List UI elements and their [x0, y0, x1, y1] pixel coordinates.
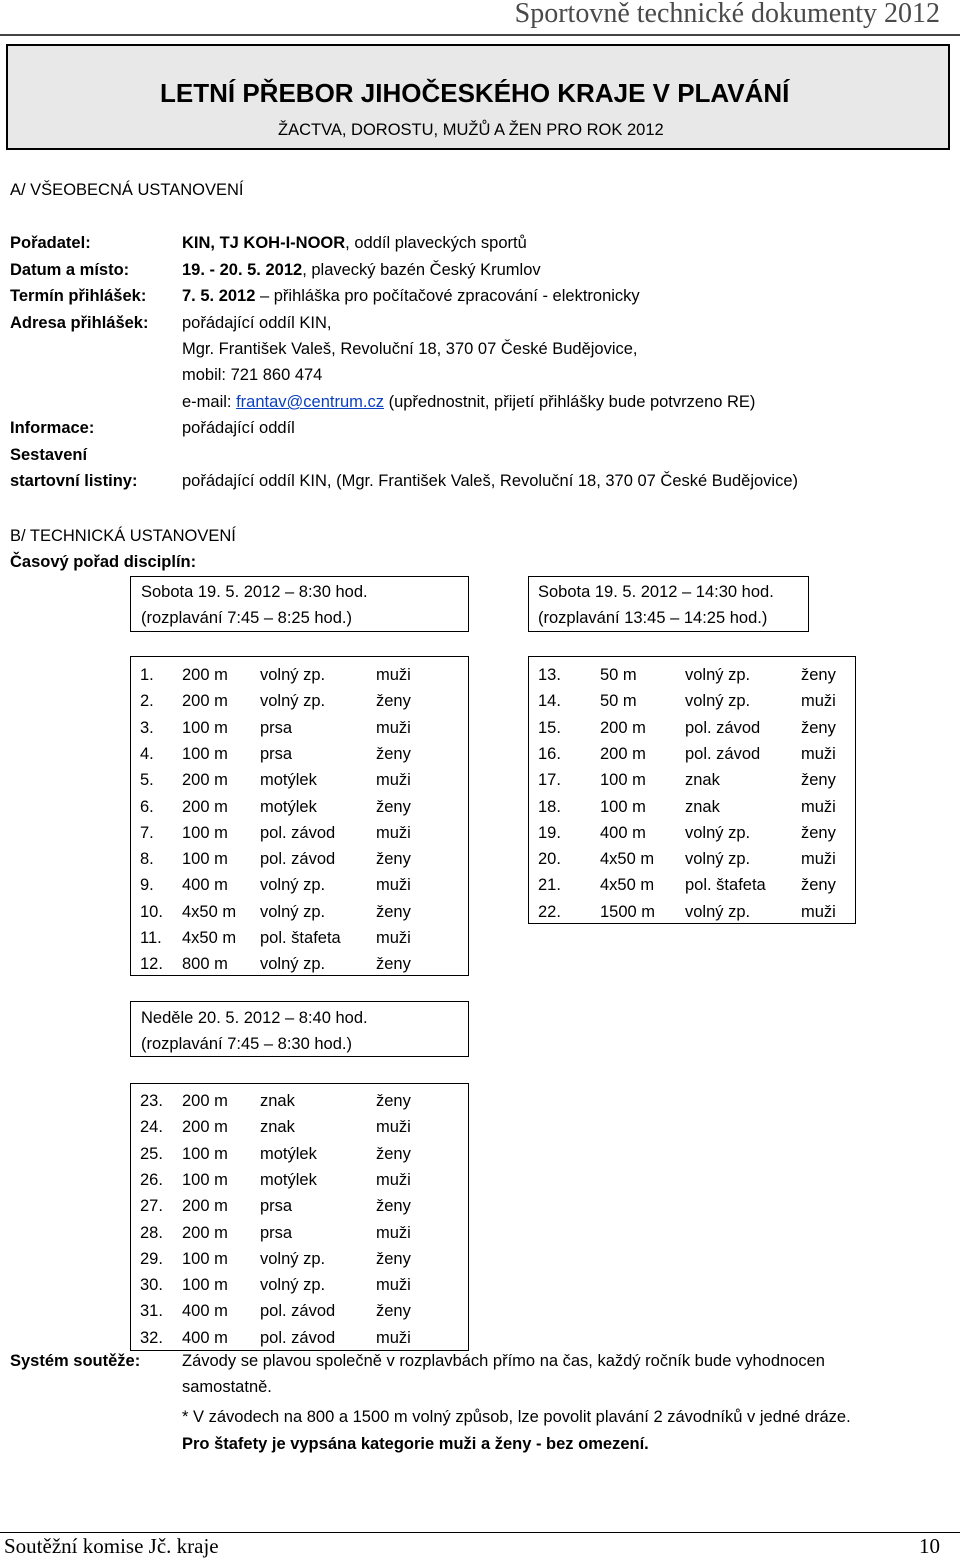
event-stroke: volný zp.	[685, 823, 751, 842]
value-termin: 7. 5. 2012 – přihláška pro počítačové zpracování - elektronicky	[182, 287, 640, 305]
event-number: 12.	[140, 955, 163, 974]
page-subtitle: ŽACTVA, DOROSTU, MUŽŮ A ŽEN PRO ROK 2012	[278, 121, 664, 139]
event-category: ženy	[801, 718, 836, 737]
event-stroke: motýlek	[260, 797, 317, 816]
event-number: 13.	[538, 666, 561, 684]
event-row-sat-morning	[140, 688, 460, 714]
event-row-sat-morning	[140, 872, 460, 898]
label-startovni-listiny: startovní listiny:	[10, 472, 138, 490]
session-time: Sobota 19. 5. 2012 – 8:30 hod.	[141, 583, 368, 601]
event-category: ženy	[376, 1144, 411, 1163]
event-distance: 100 m	[600, 771, 646, 790]
event-category: muži	[801, 797, 836, 816]
event-number: 32.	[140, 1328, 163, 1347]
event-distance: 50 m	[600, 666, 637, 684]
event-number: 18.	[538, 797, 561, 816]
event-stroke: volný zp.	[685, 850, 751, 869]
event-row-sat-afternoon	[538, 741, 858, 767]
schedule-heading: Časový pořad disciplín:	[10, 553, 197, 571]
event-stroke: znak	[685, 797, 720, 816]
event-row-sat-morning	[140, 662, 460, 688]
label-adresa: Adresa přihlášek:	[10, 314, 149, 332]
event-number: 17.	[538, 771, 561, 790]
section-b-heading: B/ TECHNICKÁ USTANOVENÍ	[10, 527, 236, 545]
event-distance: 200 m	[182, 771, 228, 790]
event-stroke: pol. závod	[260, 823, 336, 842]
event-row-sun-morning	[140, 1114, 460, 1140]
event-category: muži	[376, 1328, 411, 1347]
value-adresa-line1: pořádající oddíl KIN,	[182, 314, 332, 332]
system-line1: Závody se plavou společně v rozplavbách přímo na čas, každý ročník bude vyhodnocen	[182, 1352, 825, 1370]
event-number: 5.	[140, 771, 154, 790]
event-category: muži	[376, 718, 411, 737]
event-stroke: prsa	[260, 718, 293, 737]
event-stroke: pol. závod	[260, 1302, 336, 1321]
event-category: ženy	[376, 1302, 411, 1321]
session-sat-afternoon	[538, 579, 774, 631]
event-distance: 400 m	[182, 1328, 228, 1347]
event-distance: 4x50 m	[182, 929, 237, 947]
event-distance: 4x50 m	[600, 850, 655, 869]
event-category: muži	[376, 1170, 411, 1189]
event-distance: 200 m	[182, 797, 228, 816]
event-category: muži	[801, 744, 836, 763]
event-distance: 100 m	[182, 718, 228, 737]
event-row-sat-morning	[140, 899, 460, 925]
event-stroke: volný zp.	[260, 692, 326, 711]
event-category: ženy	[801, 876, 836, 895]
event-number: 19.	[538, 823, 561, 842]
event-row-sat-afternoon	[538, 899, 858, 925]
event-distance: 400 m	[182, 1302, 228, 1321]
event-row-sun-morning	[140, 1193, 460, 1219]
event-distance: 100 m	[600, 797, 646, 816]
event-row-sat-morning	[140, 951, 460, 977]
event-number: 11.	[140, 929, 162, 947]
event-stroke: prsa	[260, 1223, 293, 1242]
event-category: ženy	[376, 1092, 411, 1110]
event-number: 10.	[140, 902, 163, 921]
event-stroke: znak	[260, 1092, 295, 1110]
event-category: muži	[376, 1223, 411, 1242]
event-category: muži	[376, 823, 411, 842]
event-category: ženy	[376, 744, 411, 763]
event-row-sat-afternoon	[538, 872, 858, 898]
event-number: 21.	[538, 876, 561, 895]
event-row-sun-morning	[140, 1298, 460, 1324]
event-number: 30.	[140, 1276, 163, 1295]
event-category: ženy	[376, 797, 411, 816]
section-a-heading: A/ VŠEOBECNÁ USTANOVENÍ	[10, 181, 244, 199]
event-row-sat-morning	[140, 794, 460, 820]
footer-rule	[0, 1532, 960, 1533]
event-stroke: pol. závod	[260, 1328, 336, 1347]
event-category: muži	[376, 1276, 411, 1295]
event-category: muži	[801, 902, 836, 921]
event-row-sat-afternoon	[538, 820, 858, 846]
label-poradatel: Pořadatel:	[10, 234, 91, 252]
session-time: Sobota 19. 5. 2012 – 14:30 hod.	[538, 583, 774, 601]
event-distance: 100 m	[182, 1249, 228, 1268]
event-stroke: pol. štafeta	[685, 876, 766, 895]
event-number: 7.	[140, 823, 154, 842]
event-category: ženy	[801, 771, 836, 790]
event-stroke: znak	[260, 1118, 295, 1137]
relay-note: Pro štafety je vypsána kategorie muži a ženy - bez omezení.	[182, 1435, 649, 1453]
session-sat-morning	[141, 579, 368, 631]
event-category: ženy	[376, 1249, 411, 1268]
event-number: 4.	[140, 744, 154, 763]
event-category: ženy	[376, 902, 411, 921]
system-line2: samostatně.	[182, 1378, 272, 1396]
event-category: ženy	[376, 1197, 411, 1216]
event-stroke: prsa	[260, 1197, 293, 1216]
email-link[interactable]: frantav@centrum.cz	[236, 393, 384, 411]
event-distance: 200 m	[600, 718, 646, 737]
event-stroke: motýlek	[260, 1144, 317, 1163]
system-note: * V závodech na 800 a 1500 m volný způsob, lze povolit plavání 2 závodníků v jedné dráze.	[182, 1408, 851, 1426]
event-number: 15.	[538, 718, 561, 737]
event-row-sat-morning	[140, 741, 460, 767]
event-distance: 400 m	[182, 876, 228, 895]
session-warmup: (rozplavání 7:45 – 8:25 hod.)	[141, 609, 352, 627]
event-category: ženy	[376, 955, 411, 974]
event-row-sun-morning	[140, 1141, 460, 1167]
event-category: muži	[376, 1118, 411, 1137]
value-poradatel: KIN, TJ KOH-I-NOOR, oddíl plaveckých sportů	[182, 234, 527, 252]
event-row-sat-morning	[140, 846, 460, 872]
event-row-sat-afternoon	[538, 715, 858, 741]
event-stroke: volný zp.	[685, 666, 751, 684]
event-row-sat-afternoon	[538, 662, 858, 688]
event-category: ženy	[801, 823, 836, 842]
event-stroke: volný zp.	[260, 876, 326, 895]
event-distance: 1500 m	[600, 902, 656, 921]
event-distance: 200 m	[600, 744, 646, 763]
event-stroke: volný zp.	[260, 902, 326, 921]
event-number: 25.	[140, 1144, 163, 1163]
session-sun-morning	[141, 1005, 368, 1057]
event-row-sat-morning	[140, 820, 460, 846]
footer-committee: Soutěžní komise Jč. kraje	[4, 1534, 219, 1558]
event-category: muži	[376, 771, 411, 790]
event-number: 14.	[538, 692, 561, 711]
event-number: 6.	[140, 797, 154, 816]
event-number: 22.	[538, 902, 561, 921]
event-number: 16.	[538, 744, 561, 763]
page-title: LETNÍ PŘEBOR JIHOČESKÉHO KRAJE V PLAVÁNÍ	[160, 78, 790, 108]
event-row-sat-morning	[140, 925, 460, 951]
event-row-sun-morning	[140, 1167, 460, 1193]
event-number: 28.	[140, 1223, 163, 1242]
event-stroke: volný zp.	[260, 666, 326, 684]
event-distance: 200 m	[182, 1223, 228, 1242]
event-stroke: motýlek	[260, 1170, 317, 1189]
event-stroke: znak	[685, 771, 720, 790]
event-distance: 50 m	[600, 692, 637, 711]
event-distance: 100 m	[182, 823, 228, 842]
event-distance: 100 m	[182, 744, 228, 763]
event-distance: 200 m	[182, 692, 228, 711]
label-informace: Informace:	[10, 419, 95, 437]
event-number: 2.	[140, 692, 154, 711]
event-category: muži	[376, 876, 411, 895]
value-datum: 19. - 20. 5. 2012, plavecký bazén Český Krumlov	[182, 261, 541, 279]
page-number: 10	[919, 1534, 940, 1558]
event-category: muži	[801, 850, 836, 869]
document-header-title: Sportovně technické dokumenty 2012	[514, 0, 940, 29]
event-distance: 800 m	[182, 955, 228, 974]
event-stroke: volný zp.	[685, 692, 751, 711]
event-row-sat-afternoon	[538, 688, 858, 714]
label-system: Systém soutěže:	[10, 1352, 141, 1370]
event-stroke: motýlek	[260, 771, 317, 790]
event-distance: 200 m	[182, 1118, 228, 1137]
event-stroke: pol. štafeta	[260, 929, 341, 947]
event-distance: 4x50 m	[182, 902, 237, 921]
event-number: 29.	[140, 1249, 163, 1268]
value-adresa-email-line: e-mail: frantav@centrum.cz (upřednostnit, přijetí přihlášky bude potvrzeno RE)	[182, 393, 756, 411]
session-warmup: (rozplavání 7:45 – 8:30 hod.)	[141, 1035, 352, 1053]
value-adresa-line2: Mgr. František Valeš, Revoluční 18, 370 07 České Budějovice,	[182, 340, 638, 358]
event-number: 31.	[140, 1302, 163, 1321]
event-stroke: pol. závod	[685, 718, 761, 737]
event-row-sat-morning	[140, 715, 460, 741]
event-distance: 4x50 m	[600, 876, 655, 895]
event-number: 24.	[140, 1118, 163, 1137]
event-category: muži	[376, 929, 411, 947]
value-informace: pořádající oddíl	[182, 419, 295, 437]
event-distance: 100 m	[182, 1170, 228, 1189]
event-distance: 100 m	[182, 1276, 228, 1295]
event-stroke: pol. závod	[685, 744, 761, 763]
event-number: 20.	[538, 850, 561, 869]
label-datum: Datum a místo:	[10, 261, 130, 279]
event-row-sun-morning	[140, 1246, 460, 1272]
header-rule	[0, 34, 960, 36]
event-row-sun-morning	[140, 1325, 460, 1351]
event-category: ženy	[376, 850, 411, 869]
session-warmup: (rozplavání 13:45 – 14:25 hod.)	[538, 609, 768, 627]
event-row-sat-afternoon	[538, 794, 858, 820]
event-row-sat-afternoon	[538, 846, 858, 872]
event-distance: 200 m	[182, 1092, 228, 1110]
session-time: Neděle 20. 5. 2012 – 8:40 hod.	[141, 1009, 368, 1027]
event-distance: 100 m	[182, 1144, 228, 1163]
event-distance: 400 m	[600, 823, 646, 842]
value-sestaveni: pořádající oddíl KIN, (Mgr. František Valeš, Revoluční 18, 370 07 České Budějovice)	[182, 472, 799, 490]
event-stroke: prsa	[260, 744, 293, 763]
event-row-sun-morning	[140, 1272, 460, 1298]
event-number: 9.	[140, 876, 154, 895]
event-category: ženy	[801, 666, 836, 684]
event-stroke: volný zp.	[260, 955, 326, 974]
event-category: muži	[376, 666, 411, 684]
event-row-sun-morning	[140, 1220, 460, 1246]
event-category: muži	[801, 692, 836, 711]
event-number: 8.	[140, 850, 154, 869]
event-stroke: volný zp.	[260, 1276, 326, 1295]
event-stroke: volný zp.	[260, 1249, 326, 1268]
event-row-sat-afternoon	[538, 767, 858, 793]
event-row-sun-morning	[140, 1088, 460, 1114]
event-distance: 200 m	[182, 1197, 228, 1216]
event-row-sat-morning	[140, 767, 460, 793]
label-sestaveni: Sestavení	[10, 446, 88, 464]
event-number: 3.	[140, 718, 154, 737]
event-number: 23.	[140, 1092, 163, 1110]
event-stroke: volný zp.	[685, 902, 751, 921]
event-distance: 100 m	[182, 850, 228, 869]
event-number: 26.	[140, 1170, 163, 1189]
event-category: ženy	[376, 692, 411, 711]
event-number: 1.	[140, 666, 154, 684]
value-adresa-mobile: mobil: 721 860 474	[182, 366, 323, 384]
event-number: 27.	[140, 1197, 163, 1216]
event-stroke: pol. závod	[260, 850, 336, 869]
event-distance: 200 m	[182, 666, 228, 684]
label-termin: Termín přihlášek:	[10, 287, 147, 305]
